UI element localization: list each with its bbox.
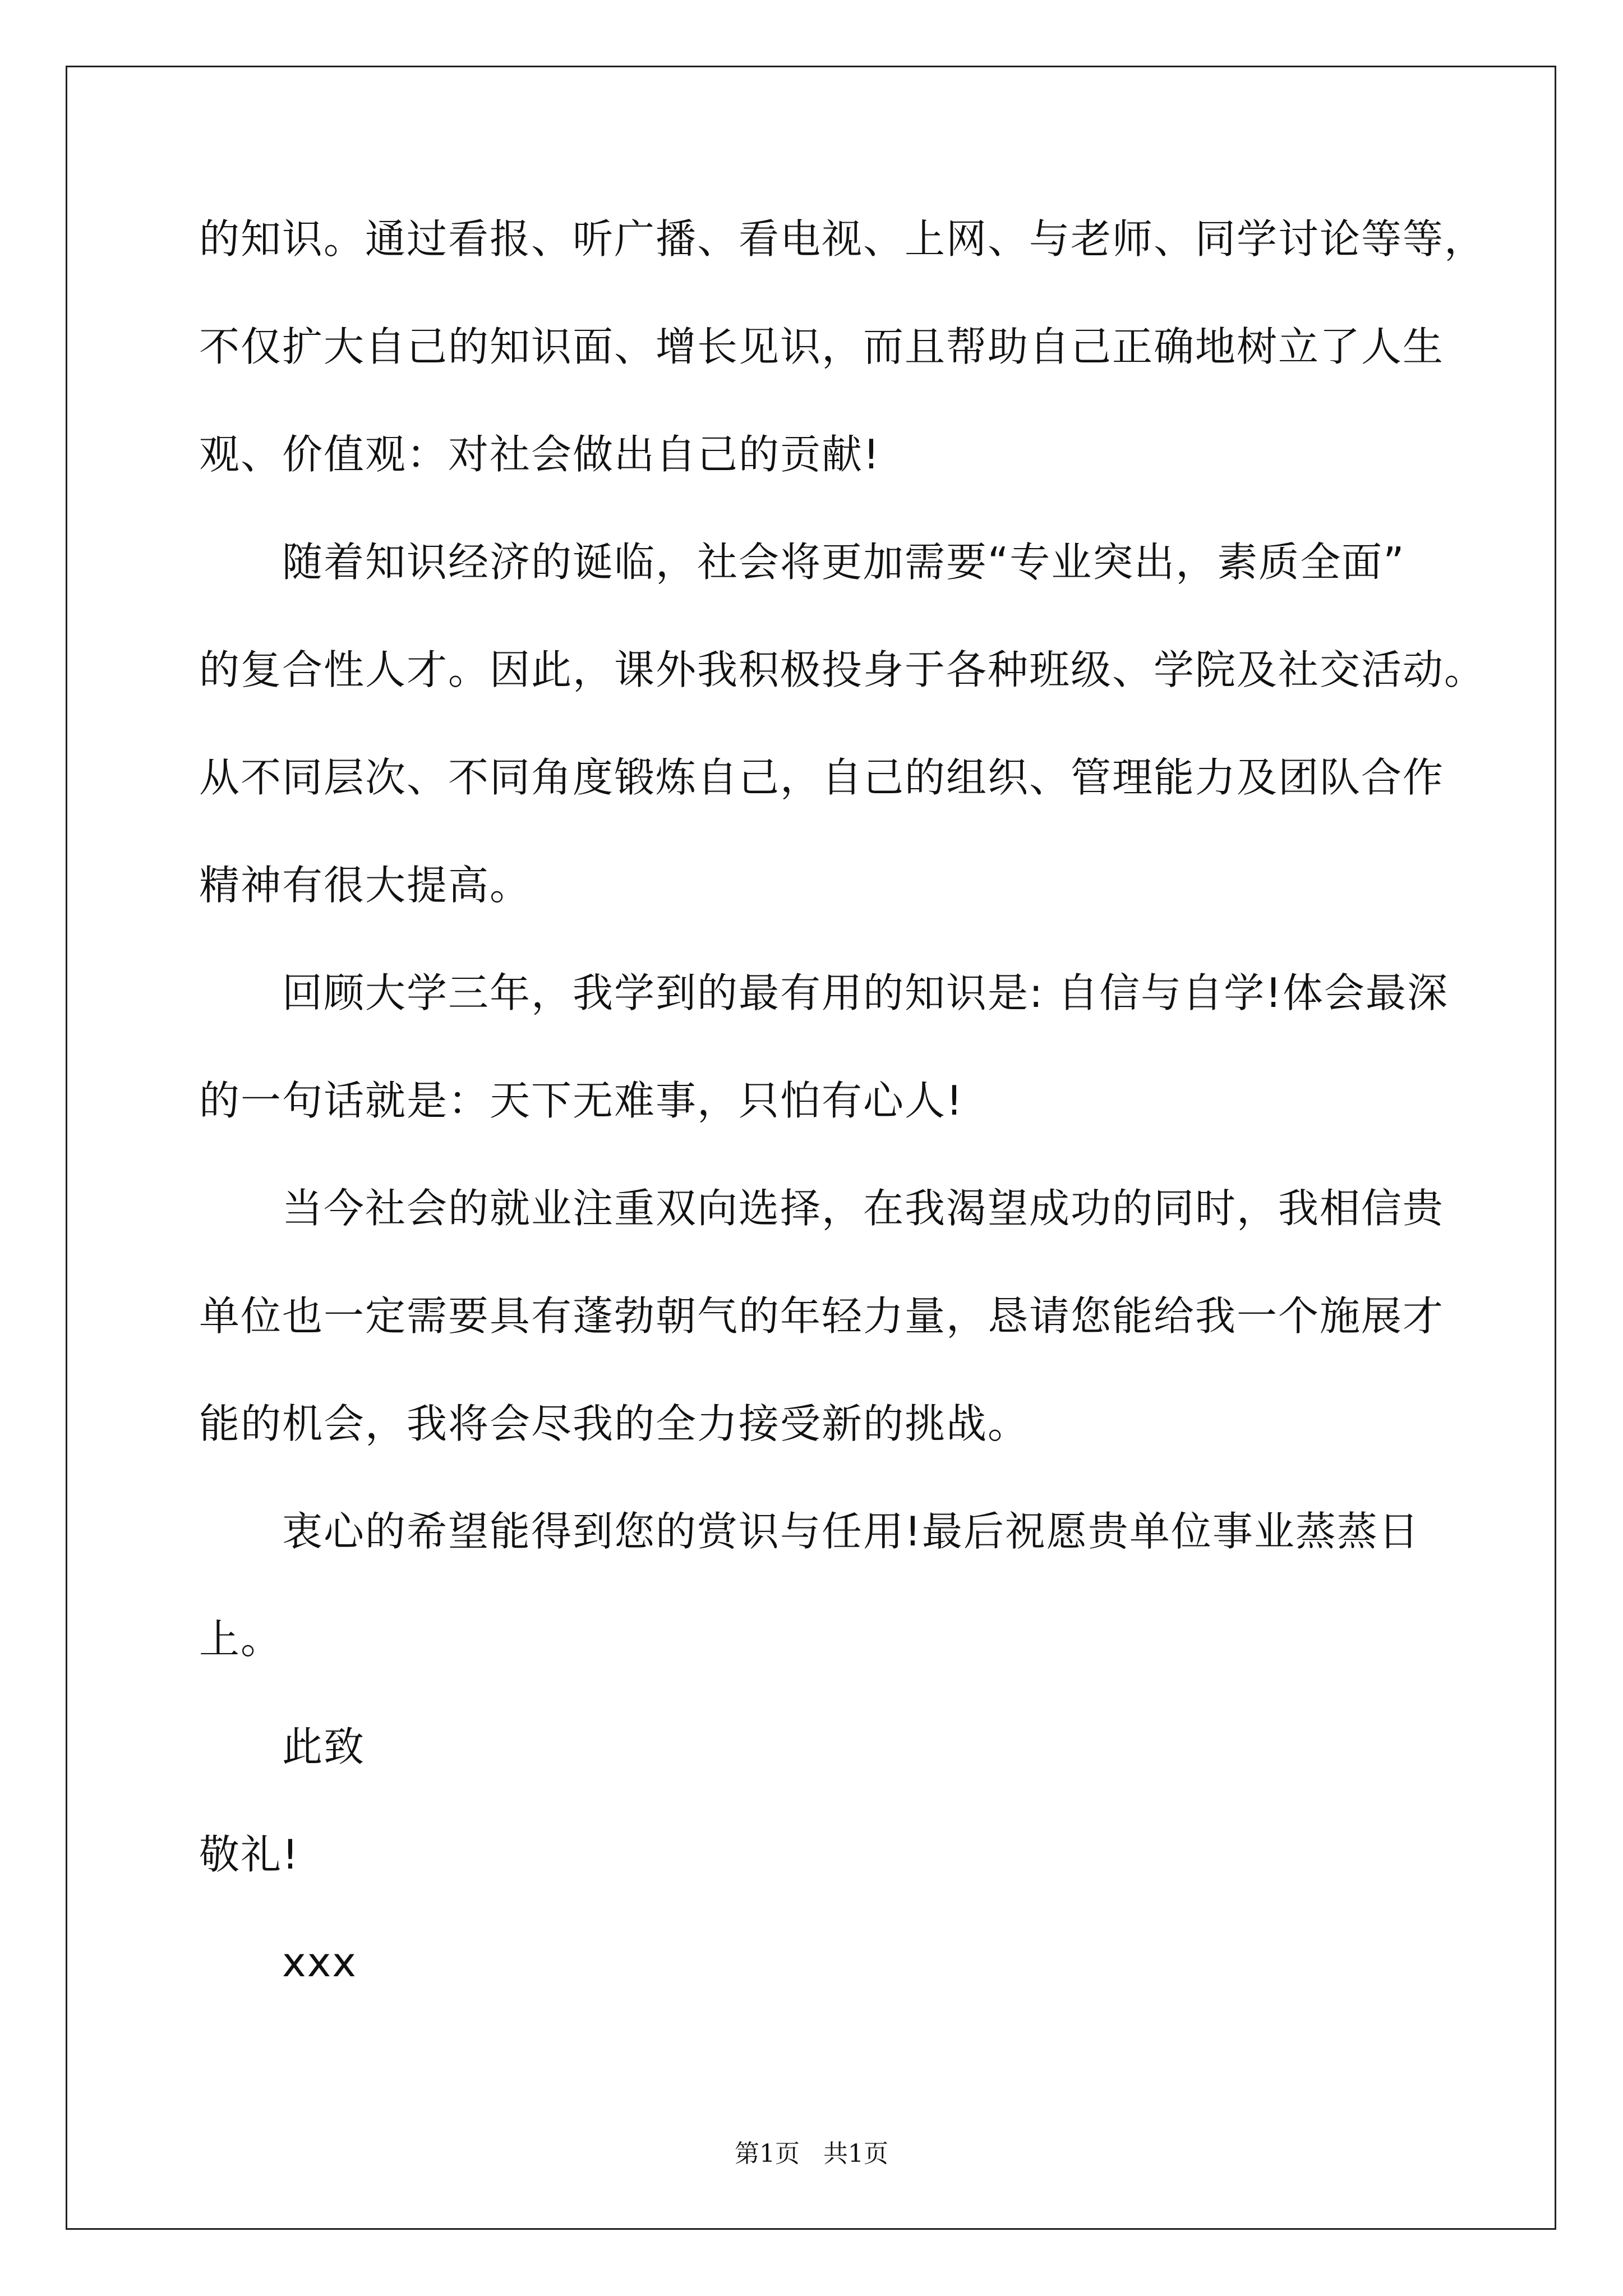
text-line: 不仅扩大自己的知识面、增长见识，而且帮助自己正确地树立了人生 (199, 323, 1445, 370)
text-line: 精神有很大提高。 (199, 862, 532, 909)
paragraph-start-line: 衷心的希望能得到您的赏识与任用!最后祝愿贵单位事业蒸蒸日 (282, 1508, 1420, 1555)
letter-body (199, 185, 1486, 2016)
page-footer (0, 2137, 1623, 2171)
text-line: 从不同层次、不同角度锻炼自己，自己的组织、管理能力及团队合作 (199, 754, 1445, 801)
text-line: 能的机会，我将会尽我的全力接受新的挑战。 (199, 1400, 1030, 1447)
closing-salutation: 此致 (282, 1723, 366, 1770)
paragraph-start-line: 当今社会的就业注重双向选择，在我渴望成功的同时，我相信贵 (282, 1185, 1445, 1232)
closing-regards: 敬礼! (199, 1831, 299, 1878)
text-line: 的复合性人才。因此，课外我积极投身于各种班级、学院及社交活动。 (199, 646, 1486, 693)
paragraph-start-line: 回顾大学三年，我学到的最有用的知识是: 自信与自学!体会最深 (282, 969, 1449, 1016)
text-line: 的一句话就是：天下无难事，只怕有心人! (199, 1077, 963, 1124)
signature-name: xxx (282, 1939, 357, 1986)
page-total: 共1页 (823, 2139, 888, 2168)
page-number: 第1页 (735, 2139, 800, 2168)
text-line: 观、价值观：对社会做出自己的贡献! (199, 431, 880, 478)
paragraph-start-line: 随着知识经济的诞临，社会将更加需要“专业突出，素质全面” (282, 539, 1405, 586)
text-line: 上。 (199, 1616, 283, 1663)
text-line: 的知识。通过看报、听广播、看电视、上网、与老师、同学讨论等等， (199, 215, 1486, 263)
text-line: 单位也一定需要具有蓬勃朝气的年轻力量，恳请您能给我一个施展才 (199, 1292, 1445, 1340)
